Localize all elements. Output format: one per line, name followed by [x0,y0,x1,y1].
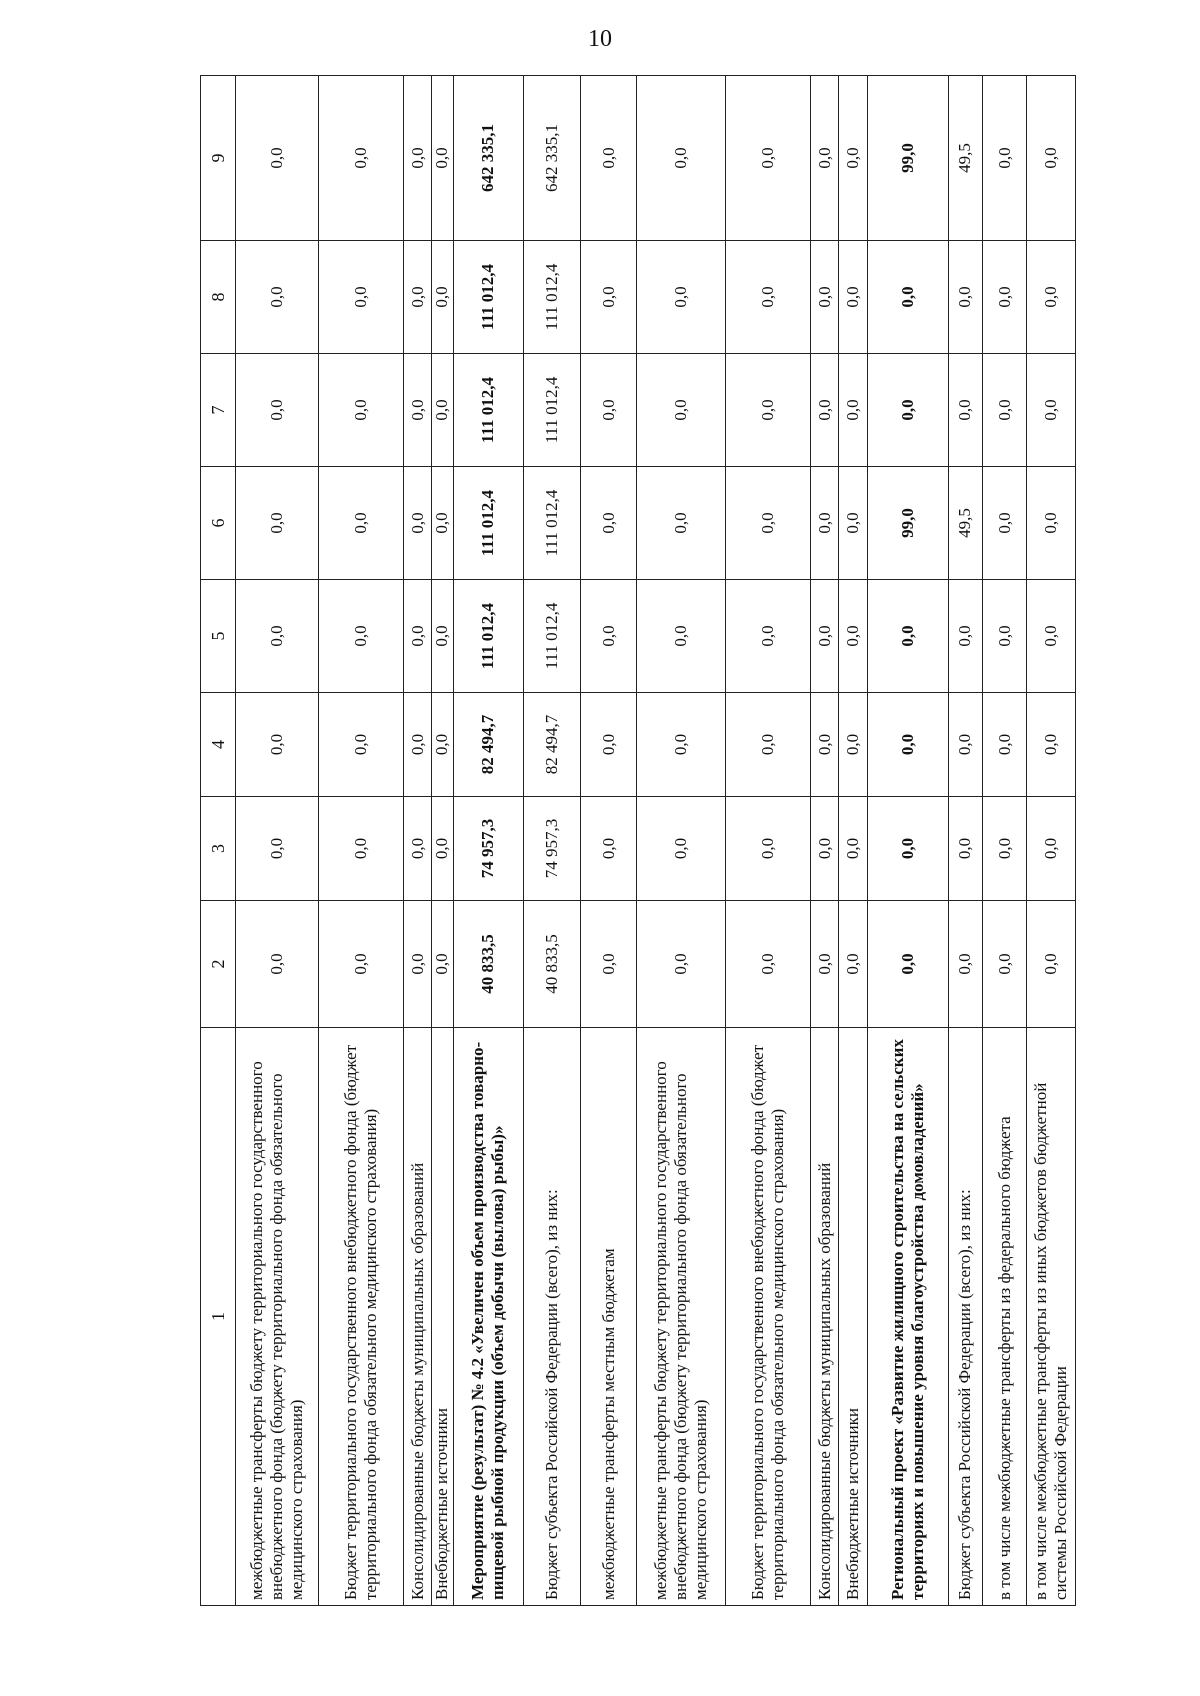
value-cell: 0,0 [811,797,839,901]
table-row [811,76,839,1606]
table-row [726,76,811,1606]
value-cell: 0,0 [811,241,839,354]
value-cell: 0,0 [726,354,811,467]
value-cell: 0,0 [236,76,319,241]
row-label: Мероприятие (результат) № 4.2 «Увеличен объем производства товарно-пищевой рыбной продукции (объем добычи (вылова) рыбы)» [453,1028,524,1606]
value-cell: 0,0 [432,901,453,1028]
value-cell: 0,0 [726,693,811,797]
value-cell: 0,0 [432,241,453,354]
value-cell: 0,0 [432,467,453,580]
value-cell: 0,0 [982,693,1026,797]
value-cell: 0,0 [867,354,948,467]
value-cell: 0,0 [319,797,404,901]
value-cell: 0,0 [580,901,637,1028]
value-cell: 0,0 [637,467,726,580]
table-row [982,76,1026,1606]
value-cell: 99,0 [867,76,948,241]
value-cell: 111 012,4 [453,354,524,467]
value-cell: 642 335,1 [524,76,581,241]
row-label: Консолидированные бюджеты муниципальных образований [404,1028,432,1606]
value-cell: 0,0 [982,901,1026,1028]
value-cell: 0,0 [236,901,319,1028]
budget-table [200,75,1076,1606]
value-cell: 0,0 [1027,354,1076,467]
value-cell: 0,0 [1027,580,1076,693]
value-cell: 0,0 [982,241,1026,354]
value-cell: 0,0 [404,797,432,901]
value-cell: 0,0 [319,580,404,693]
row-label: в том числе межбюджетные трансферты из иных бюджетов бюджетной системы Российской Федерации [1027,1028,1076,1606]
value-cell: 0,0 [839,76,867,241]
table-row [867,76,948,1606]
value-cell: 111 012,4 [524,241,581,354]
value-cell: 0,0 [948,580,982,693]
value-cell: 642 335,1 [453,76,524,241]
table-row [432,76,453,1606]
row-label: Бюджет субъекта Российской Федерации (всего), из них: [524,1028,581,1606]
column-header-9: 9 [201,76,236,241]
value-cell: 0,0 [236,467,319,580]
row-label: Внебюджетные источники [432,1028,453,1606]
row-label: Бюджет территориального государственного внебюджетного фонда (бюджет территориального фонда обязательного медицинского страхования) [726,1028,811,1606]
value-cell: 0,0 [982,797,1026,901]
value-cell: 0,0 [637,76,726,241]
value-cell: 0,0 [236,241,319,354]
value-cell: 74 957,3 [453,797,524,901]
value-cell: 0,0 [839,797,867,901]
value-cell: 0,0 [839,901,867,1028]
value-cell: 0,0 [867,797,948,901]
table-row [580,76,637,1606]
value-cell: 0,0 [1027,467,1076,580]
row-label: Бюджет субъекта Российской Федерации (всего), из них: [948,1028,982,1606]
value-cell: 0,0 [811,693,839,797]
value-cell: 49,5 [948,76,982,241]
value-cell: 0,0 [319,467,404,580]
value-cell: 0,0 [404,76,432,241]
table-row [453,76,524,1606]
value-cell: 0,0 [1027,797,1076,901]
value-cell: 0,0 [236,580,319,693]
value-cell: 0,0 [637,580,726,693]
table-row [1027,76,1076,1606]
value-cell: 0,0 [580,580,637,693]
value-cell: 0,0 [432,354,453,467]
value-cell: 0,0 [867,693,948,797]
value-cell: 0,0 [236,693,319,797]
value-cell: 0,0 [580,76,637,241]
value-cell: 0,0 [948,354,982,467]
value-cell: 82 494,7 [524,693,581,797]
value-cell: 0,0 [726,901,811,1028]
value-cell: 0,0 [404,693,432,797]
rotated-table-container [200,76,1076,1606]
row-label: Внебюджетные источники [839,1028,867,1606]
value-cell: 0,0 [839,580,867,693]
value-cell: 0,0 [948,901,982,1028]
value-cell: 0,0 [580,467,637,580]
value-cell: 0,0 [432,580,453,693]
value-cell: 0,0 [839,354,867,467]
value-cell: 0,0 [811,76,839,241]
table-row [948,76,982,1606]
value-cell: 0,0 [1027,901,1076,1028]
value-cell: 0,0 [982,76,1026,241]
value-cell: 0,0 [319,241,404,354]
row-label: межбюджетные трансферты местным бюджетам [580,1028,637,1606]
value-cell: 0,0 [432,76,453,241]
value-cell: 0,0 [404,901,432,1028]
row-label: Бюджет территориального государственного внебюджетного фонда (бюджет территориального фонда обязательного медицинского страхования) [319,1028,404,1606]
column-header-6: 6 [201,467,236,580]
value-cell: 0,0 [839,467,867,580]
value-cell: 0,0 [726,241,811,354]
value-cell: 0,0 [580,241,637,354]
column-header-2: 2 [201,901,236,1028]
value-cell: 0,0 [948,693,982,797]
value-cell: 0,0 [867,901,948,1028]
value-cell: 0,0 [839,693,867,797]
value-cell: 99,0 [867,467,948,580]
value-cell: 0,0 [580,693,637,797]
value-cell: 0,0 [319,354,404,467]
row-label: Консолидированные бюджеты муниципальных образований [811,1028,839,1606]
value-cell: 0,0 [726,467,811,580]
value-cell: 0,0 [637,241,726,354]
row-label: межбюджетные трансферты бюджету территориального государственного внебюджетного фонда (бюджету территориального фонда обязательного медицинского страхования) [236,1028,319,1606]
value-cell: 0,0 [637,797,726,901]
row-label: в том числе межбюджетные трансферты из федерального бюджета [982,1028,1026,1606]
value-cell: 0,0 [811,354,839,467]
value-cell: 0,0 [726,580,811,693]
value-cell: 0,0 [404,241,432,354]
value-cell: 0,0 [1027,693,1076,797]
value-cell: 0,0 [637,693,726,797]
value-cell: 0,0 [404,354,432,467]
value-cell: 0,0 [982,580,1026,693]
value-cell: 0,0 [236,797,319,901]
value-cell: 0,0 [236,354,319,467]
value-cell: 0,0 [1027,76,1076,241]
value-cell: 0,0 [432,693,453,797]
value-cell: 0,0 [982,354,1026,467]
column-header-8: 8 [201,241,236,354]
page-number: 10 [588,26,612,52]
value-cell: 0,0 [867,580,948,693]
value-cell: 111 012,4 [453,241,524,354]
value-cell: 0,0 [867,241,948,354]
column-header-5: 5 [201,580,236,693]
value-cell: 0,0 [726,76,811,241]
row-label: межбюджетные трансферты бюджету территориального государственного внебюджетного фонда (бюджету территориального фонда обязательного медицинского страхования) [637,1028,726,1606]
column-header-1: 1 [201,1028,236,1606]
table-row [236,76,319,1606]
table-row [524,76,581,1606]
table-row [404,76,432,1606]
value-cell: 0,0 [811,580,839,693]
value-cell: 0,0 [948,797,982,901]
value-cell: 0,0 [948,241,982,354]
value-cell: 0,0 [404,580,432,693]
value-cell: 0,0 [982,467,1026,580]
row-label: Региональный проект «Развитие жилищного строительства на сельских территориях и повышение уровня благоустройства домовладений» [867,1028,948,1606]
column-header-7: 7 [201,354,236,467]
value-cell: 40 833,5 [453,901,524,1028]
value-cell: 74 957,3 [524,797,581,901]
column-header-4: 4 [201,693,236,797]
table-body [201,76,1076,1606]
value-cell: 0,0 [839,241,867,354]
value-cell: 0,0 [637,354,726,467]
value-cell: 0,0 [637,901,726,1028]
value-cell: 0,0 [432,797,453,901]
value-cell: 0,0 [580,354,637,467]
table-row [637,76,726,1606]
value-cell: 0,0 [319,76,404,241]
table-row [319,76,404,1606]
value-cell: 82 494,7 [453,693,524,797]
value-cell: 111 012,4 [524,467,581,580]
value-cell: 0,0 [1027,241,1076,354]
value-cell: 111 012,4 [524,354,581,467]
value-cell: 0,0 [811,901,839,1028]
value-cell: 0,0 [726,797,811,901]
value-cell: 0,0 [319,693,404,797]
value-cell: 111 012,4 [524,580,581,693]
column-header-3: 3 [201,797,236,901]
header-row [201,76,236,1606]
value-cell: 0,0 [404,467,432,580]
value-cell: 0,0 [811,467,839,580]
value-cell: 40 833,5 [524,901,581,1028]
value-cell: 49,5 [948,467,982,580]
value-cell: 111 012,4 [453,467,524,580]
value-cell: 111 012,4 [453,580,524,693]
table-row [839,76,867,1606]
value-cell: 0,0 [319,901,404,1028]
value-cell: 0,0 [580,797,637,901]
